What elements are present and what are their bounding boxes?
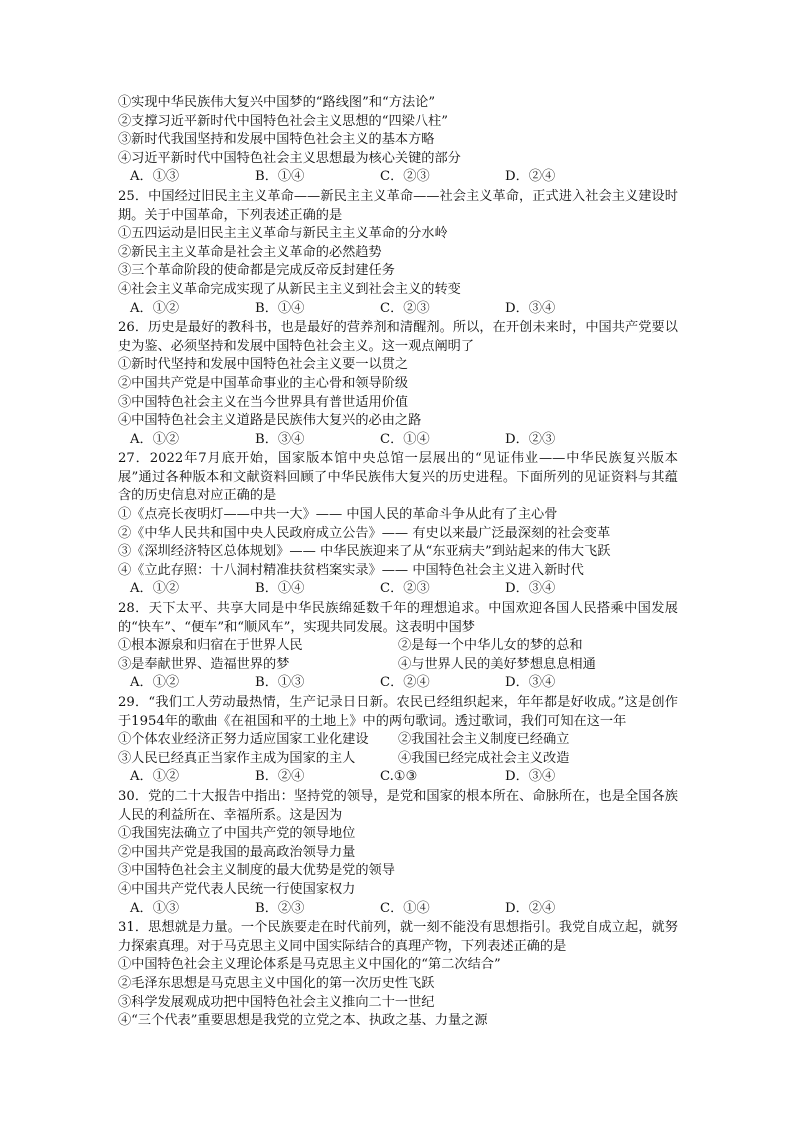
question-30 [118, 788, 678, 918]
question-stem: 26．历史是最好的教科书，也是最好的营养剂和清醒剂。所以，在开创未来时，中国共产党要以史为鉴、必须坚持和发展中国特色社会主义。这一观点阐明了 [118, 320, 678, 354]
option-item: ③新时代我国坚持和发展中国特色社会主义的基本方略 [118, 132, 435, 148]
option-item: ①个体农业经济正努力适应国家工业化建设 [118, 732, 369, 748]
question-31 [118, 919, 678, 1031]
option-item: ④《立此存照：十八洞村精准扶贫档案实录》—— 中国特色社会主义进入新时代 [118, 562, 584, 578]
choice-c[interactable]: C．①④ [380, 431, 430, 447]
choice-d[interactable]: D．②④ [505, 900, 556, 916]
question-stem: 25．中国经过旧民主主义革命——新民主主义革命——社会主义革命，正式进入社会主义建设时期。关于中国革命，下列表述正确的是 [118, 188, 678, 223]
question-25 [118, 188, 678, 318]
option-item: ②支撑习近平新时代中国特色社会主义思想的“四梁八柱” [118, 113, 448, 129]
option-item: ②《中华人民共和国中央人民政府成立公告》—— 有史以来最广泛最深刻的社会变革 [118, 525, 611, 541]
option-row [118, 656, 678, 675]
choice-b[interactable]: B．①③ [255, 675, 305, 691]
choice-b[interactable]: B．①④ [255, 169, 305, 185]
question-28 [118, 600, 678, 693]
option-row [118, 750, 678, 769]
choice-d[interactable]: D．③④ [505, 581, 556, 597]
question-stem: 30．党的二十大报告中指出：坚持党的领导，是党和国家的根本所在、命脉所在，也是全国各族人民的利益所在、幸福所系。这是因为 [118, 788, 678, 823]
question-26 [118, 319, 678, 449]
choice-a[interactable]: A．①③ [130, 169, 180, 185]
option-row [118, 731, 678, 750]
choice-d[interactable]: D．③④ [505, 769, 556, 785]
answer-choices [118, 900, 678, 919]
answer-choices [118, 674, 678, 693]
option-item: ③中国特色社会主义在当今世界具有普世适用价值 [118, 394, 409, 410]
option-item: ④中国共产党代表人民统一行使国家权力 [118, 881, 356, 897]
option-item: ①中国特色社会主义理论体系是马克思主义中国化的“第二次结合” [118, 957, 501, 973]
option-item: ②中国共产党是中国革命事业的主心骨和领导阶级 [118, 375, 409, 391]
choice-d[interactable]: D．②④ [505, 169, 556, 185]
question-stem: 27．2022年7月底开始，国家版本馆中央总馆一层展出的“见证伟业——中华民族复兴版本展”通过各种版本和文献资料回顾了中华民族伟大复兴的历史进程。下面所列的见证资料与其蕴含的历史信息对应正确的是 [118, 451, 678, 504]
choice-a[interactable]: A．①② [130, 675, 180, 691]
choice-a[interactable]: A．①② [130, 431, 180, 447]
choice-c[interactable]: C.①③ [380, 769, 418, 785]
option-item: ④“三个代表”重要思想是我党的立党之本、执政之基、力量之源 [118, 1013, 488, 1029]
choice-d[interactable]: D．②③ [505, 431, 556, 447]
choice-c[interactable]: C．②③ [380, 581, 430, 597]
choice-a[interactable]: A．①② [130, 300, 180, 316]
choice-c[interactable]: C．①④ [380, 900, 430, 916]
option-item: ④中国特色社会主义道路是民族伟大复兴的必由之路 [118, 413, 422, 429]
choice-d[interactable]: D．③④ [505, 675, 556, 691]
option-item: ①我国宪法确立了中国共产党的领导地位 [118, 826, 356, 842]
answer-choices [118, 580, 678, 599]
choice-c[interactable]: C．②④ [380, 675, 430, 691]
option-item: ②毛泽东思想是马克思主义中国化的第一次历史性飞跃 [118, 975, 435, 991]
question-27 [118, 450, 678, 599]
option-item: ④习近平新时代中国特色社会主义思想最为核心关键的部分 [118, 150, 461, 166]
question-stem: 28．天下太平、共享大同是中华民族绵延数千年的理想追求。中国欢迎各国人民搭乘中国发展的“快车”、“便车”和“顺风车”，实现共同发展。这表明中国梦 [118, 601, 678, 635]
question-24 [118, 94, 678, 187]
option-item: ①新时代坚持和发展中国特色社会主义要一以贯之 [118, 357, 409, 373]
option-item: ④与世界人民的美好梦想息息相通 [398, 656, 596, 672]
answer-choices [118, 300, 678, 319]
option-item: ③中国特色社会主义制度的最大优势是党的领导 [118, 863, 395, 879]
choice-d[interactable]: D．③④ [505, 300, 556, 316]
option-item: ①实现中华民族伟大复兴中国梦的“路线图”和“方法论” [118, 95, 436, 110]
option-item: ②新民主主义革命是社会主义革命的必然趋势 [118, 244, 382, 260]
choice-a[interactable]: A．①② [130, 769, 180, 785]
option-item: ③是奉献世界、造福世界的梦 [118, 656, 290, 672]
choice-b[interactable]: B．③④ [255, 431, 305, 447]
option-item: ④我国已经完成社会主义改造 [398, 750, 570, 766]
choice-a[interactable]: A．①② [130, 581, 180, 597]
choice-b[interactable]: B．②④ [255, 769, 305, 785]
option-row [118, 637, 678, 656]
option-item: ④社会主义革命完成实现了从新民主主义到社会主义的转变 [118, 281, 461, 297]
choice-a[interactable]: A．①③ [130, 900, 180, 916]
option-item: ③三个革命阶段的使命都是完成反帝反封建任务 [118, 263, 395, 279]
choice-b[interactable]: B．①④ [255, 300, 305, 316]
answer-choices [118, 168, 678, 187]
option-item: ②是每一个中华儿女的梦的总和 [398, 638, 583, 654]
option-item: ③科学发展观成功把中国特色社会主义推向二十一世纪 [118, 994, 435, 1010]
answer-choices [118, 431, 678, 450]
option-item: ①五四运动是旧民主主义革命与新民主主义革命的分水岭 [118, 226, 448, 242]
option-item: ①《点亮长夜明灯——中共一大》—— 中国人民的革命斗争从此有了主心骨 [118, 507, 558, 523]
question-stem: 29．“我们工人劳动最热情，生产记录日日新。农民已经组织起来，年年都是好收成。”这是创作于1954年的歌曲《在祖国和平的土地上》中的两句歌词。透过歌词，我们可知在这一年 [118, 695, 678, 729]
option-item: ③人民已经真正当家作主成为国家的主人 [118, 750, 356, 766]
choice-b[interactable]: B．②③ [255, 900, 305, 916]
choice-c[interactable]: C．②③ [380, 169, 430, 185]
choice-b[interactable]: B．①④ [255, 581, 305, 597]
option-item: ②中国共产党是我国的最高政治领导力量 [118, 844, 356, 860]
option-item: ②我国社会主义制度已经确立 [398, 732, 570, 748]
option-item: ①根本源泉和归宿在于世界人民 [118, 638, 303, 654]
choice-c[interactable]: C．②③ [380, 300, 430, 316]
answer-choices [118, 768, 678, 787]
question-29 [118, 694, 678, 787]
exam-page [118, 94, 678, 1031]
question-stem: 31．思想就是力量。一个民族要走在时代前列，就一刻不能没有思想指引。我党自成立起，就努力探索真理。对于马克思主义同中国实际结合的真理产物，下列表述正确的是 [118, 920, 678, 954]
option-item: ③《深圳经济特区总体规划》—— 中华民族迎来了从“东亚病夫”到站起来的伟大飞跃 [118, 544, 611, 560]
